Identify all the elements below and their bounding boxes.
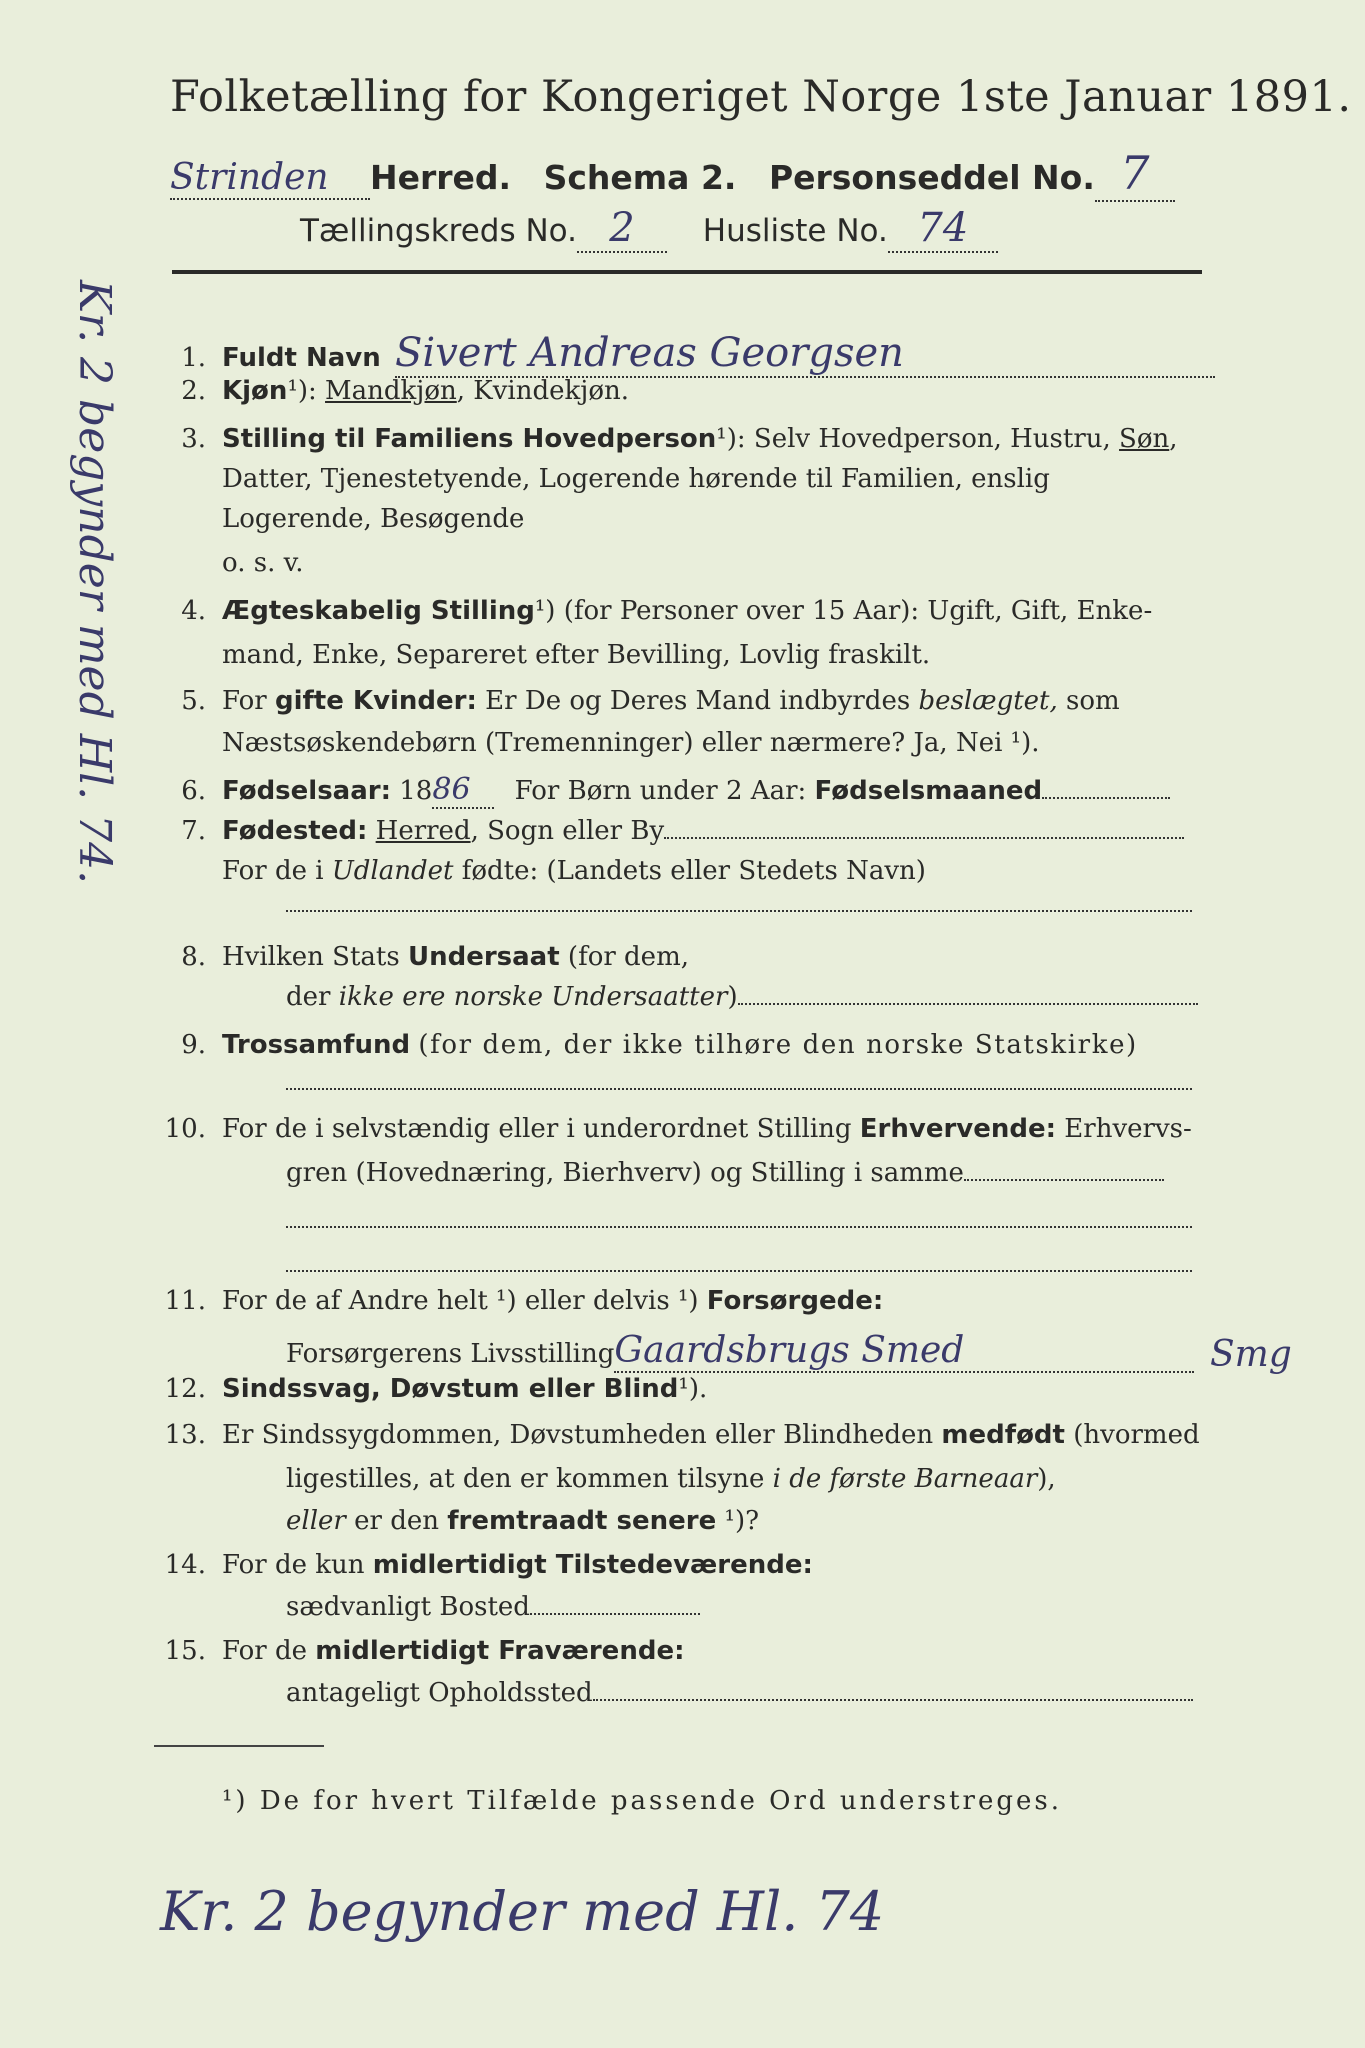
religion-field [286, 1068, 1192, 1090]
item-label: Fødested: [222, 816, 368, 846]
item-text: Er Sindssygdommen, Døvstumheden eller Blindheden [222, 1420, 934, 1450]
item-label: Kjøn [222, 376, 288, 406]
item-number: 8. [181, 942, 206, 972]
item-sup: ¹). [678, 1374, 708, 1404]
item-15 [160, 1636, 684, 1666]
item-label: Fødselsaar: [222, 776, 391, 806]
item-label: fremtraadt senere [447, 1506, 717, 1536]
footnote: ¹) De for hvert Tilfælde passende Ord understreges. [222, 1786, 1063, 1816]
item-label: Fødselsmaaned [814, 776, 1043, 806]
item-text: For de i selvstændig eller i underordnet Stilling [222, 1114, 852, 1144]
item-15-line-2 [286, 1678, 1193, 1708]
item-4 [160, 596, 1152, 626]
item-6 [160, 772, 1170, 809]
residence-field [593, 1679, 1193, 1701]
item-number: 10. [164, 1114, 206, 1144]
item-text: er den [354, 1506, 439, 1536]
item-text: ¹)? [724, 1506, 760, 1536]
header-row-kreds [300, 205, 998, 253]
item-3: 3. Stilling til Familiens Hovedperson¹): Selv Hovedperson, Hustru, Søn, [160, 424, 1178, 454]
item-number: 11. [164, 1286, 206, 1316]
item-10 [160, 1114, 1192, 1144]
item-13-line-2: ligestilles, at den er kommen tilsyne i de første Barneaar), [286, 1464, 1056, 1494]
item-label: midlertidigt Fraværende: [315, 1636, 685, 1666]
item-text: fødte: (Landets eller Stedets Navn) [461, 856, 926, 886]
usual-residence-field [530, 1593, 700, 1615]
item-text: (for dem, [567, 942, 689, 972]
herred-label: Herred. [370, 158, 512, 197]
header-rule [172, 270, 1202, 274]
item-label: gifte Kvinder: [274, 686, 477, 716]
personseddel-number: 7 [1095, 146, 1175, 202]
item-number: 12. [164, 1374, 206, 1404]
item-text: ligestilles, at den er kommen tilsyne [286, 1464, 765, 1494]
item-text: antageligt Opholdssted [286, 1678, 593, 1708]
item-text: Hvilken Stats [222, 942, 400, 972]
provider-annotation: Smg [1210, 1334, 1292, 1375]
occupation-field-2 [286, 1206, 1192, 1228]
item-5-line-2: Næstsøskendebørn (Tremenninger) eller nærmere? Ja, Nei ¹). [222, 728, 1040, 758]
item-7-line-2 [222, 856, 926, 886]
item-text: Selv Hovedperson, Hustru, [753, 424, 1111, 454]
item-text: gren (Hovednæring, Bierhverv) og Stilling i samme [286, 1158, 964, 1188]
item-text: For de af Andre helt ¹) eller delvis ¹) [222, 1286, 699, 1316]
item-7 [160, 816, 1184, 846]
item-label: Undersaat [407, 942, 560, 972]
item-text: (for dem, der ikke tilhøre den norske Statskirke) [418, 1030, 1138, 1060]
nationality-field [738, 983, 1198, 1005]
item-4-line-2: mand, Enke, Separeret efter Bevilling, Lovlig fraskilt. [222, 640, 931, 670]
item-text: , Sogn eller By [470, 816, 665, 846]
item-text: som [1066, 686, 1120, 716]
item-text: For [222, 686, 267, 716]
item-number: 4. [181, 596, 206, 626]
item-text-italic: ikke ere norske Undersaatter [338, 982, 728, 1012]
item-14-line-2 [286, 1592, 700, 1622]
item-label: midlertidigt Tilstedeværende: [372, 1550, 813, 1580]
personseddel-label: Personseddel No. [768, 158, 1095, 197]
footnote-rule [154, 1745, 324, 1747]
foreign-birthplace-field [286, 890, 1192, 912]
husliste-number: 74 [888, 205, 998, 253]
margin-note: Kr. 2 begynder med Hl. 74. [69, 280, 120, 885]
item-14 [160, 1550, 813, 1580]
header-row-herred [170, 146, 1175, 202]
item-text: For Børn under 2 Aar: [514, 776, 807, 806]
item-label: Sindssvag, Døvstum eller Blind [222, 1374, 679, 1404]
item-label: medfødt [941, 1420, 1065, 1450]
birthplace-selected: Herred [375, 816, 471, 846]
item-5 [160, 686, 1120, 716]
item-11-line-2 [286, 1330, 1194, 1373]
item-number: 6. [181, 776, 206, 806]
item-8 [160, 942, 689, 972]
item-label: Forsørgede: [706, 1286, 884, 1316]
item-number: 13. [164, 1420, 206, 1450]
item-12 [160, 1374, 707, 1404]
item-11 [160, 1286, 883, 1316]
item-text: For de kun [222, 1550, 365, 1580]
item-1 [160, 330, 1215, 378]
bottom-handwritten-note: Kr. 2 begynder med Hl. 74 [160, 1880, 885, 1943]
item-text: sædvanligt Bosted [286, 1592, 530, 1622]
item-number: 2. [181, 376, 206, 406]
item-text: Forsørgerens Livsstilling [286, 1339, 615, 1369]
item-number: 14. [164, 1550, 206, 1580]
item-sup: ¹): [716, 424, 746, 454]
item-2 [160, 376, 629, 406]
item-text: Erhvervs- [1064, 1114, 1192, 1144]
provider-occupation-value: Gaardsbrugs Smed [614, 1330, 1194, 1373]
item-13 [160, 1420, 1200, 1450]
item-text-italic: beslægtet, [918, 686, 1058, 716]
gender-rest: , Kvindekjøn. [456, 376, 629, 406]
item-text: Er De og Deres Mand indbyrdes [485, 686, 911, 716]
item-text-italic: eller [286, 1506, 346, 1536]
item-text: For de i [222, 856, 324, 886]
schema-label: Schema 2. [543, 158, 737, 197]
item-3-line-4: o. s. v. [222, 548, 304, 578]
item-text: der [286, 982, 331, 1012]
item-text: For de [222, 1636, 307, 1666]
kreds-label: Tællingskreds No. [300, 213, 577, 249]
item-number: 15. [164, 1636, 206, 1666]
item-sup: ¹): [287, 376, 317, 406]
item-text: (hvormed [1073, 1420, 1200, 1450]
herred-handwritten: Strinden [170, 157, 370, 200]
item-label: Stilling til Familiens Hovedperson [222, 424, 717, 454]
item-number: 5. [181, 686, 206, 716]
kreds-number: 2 [577, 205, 667, 253]
birth-month-field [1042, 777, 1170, 799]
item-label: Ægteskabelig Stilling [222, 596, 535, 626]
birthplace-field [664, 817, 1184, 839]
item-3-line-2: Datter, Tjenestetyende, Logerende hørende til Familien, enslig [222, 464, 1050, 494]
occupation-field-3 [286, 1250, 1192, 1272]
husliste-label: Husliste No. [702, 213, 888, 249]
birth-year-value: 86 [432, 772, 494, 809]
item-8-line-2: der ikke ere norske Undersaatter) [286, 982, 1198, 1012]
item-text-italic: Udlandet [331, 856, 454, 886]
form-title: Folketælling for Kongeriget Norge 1ste Januar 1891. [170, 72, 1352, 122]
gender-selected: Mandkjøn [325, 376, 457, 406]
item-number: 3. [181, 424, 206, 454]
birth-year-prefix: 18 [399, 776, 433, 806]
item-9 [160, 1030, 1138, 1060]
relation-selected: Søn [1119, 424, 1170, 454]
item-label: Erhvervende: [859, 1114, 1057, 1144]
full-name-value: Sivert Andreas Georgsen [395, 330, 1215, 378]
item-10-line-2 [286, 1158, 1164, 1188]
item-label: Fuldt Navn [222, 343, 381, 373]
item-text: (for Personer over 15 Aar): Ugift, Gift, Enke- [563, 596, 1153, 626]
item-13-line-3 [286, 1506, 759, 1536]
item-number: 9. [181, 1030, 206, 1060]
occupation-field [964, 1159, 1164, 1181]
item-sup: ¹) [534, 596, 556, 626]
item-3-line-3: Logerende, Besøgende [222, 504, 525, 534]
item-label: Trossamfund [222, 1030, 411, 1060]
item-text-italic: i de første Barneaar [772, 1464, 1038, 1494]
item-number: 1. [181, 343, 206, 373]
item-number: 7. [181, 816, 206, 846]
